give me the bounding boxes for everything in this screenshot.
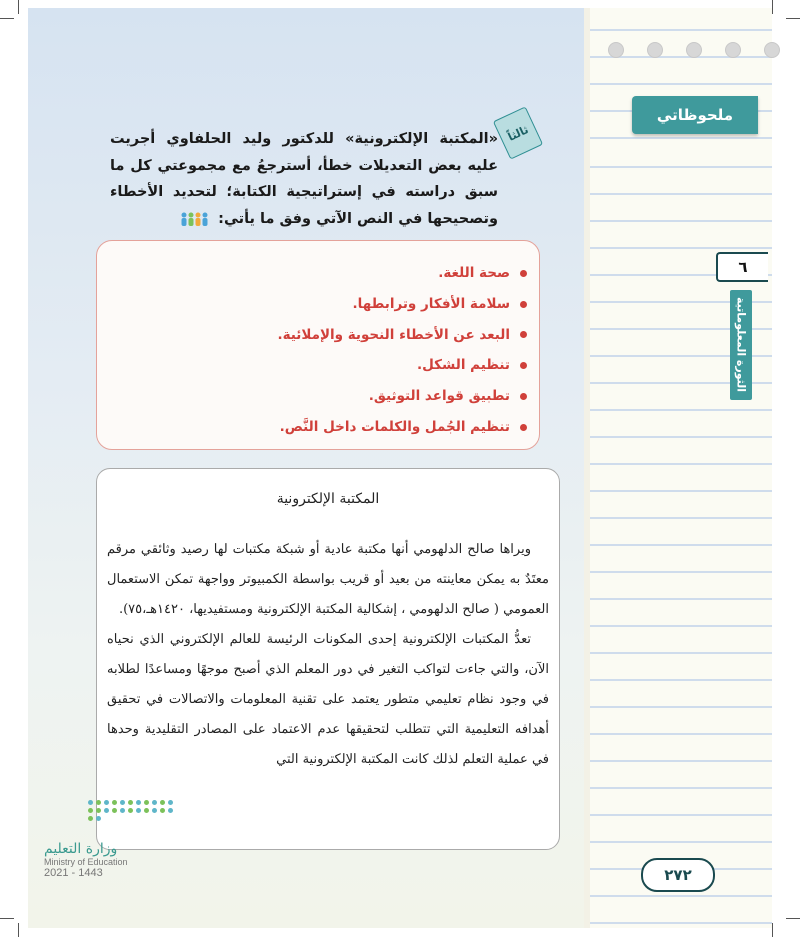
binder-hole <box>647 42 663 58</box>
ministry-logo <box>44 800 174 890</box>
instructions-text: «المكتبة الإلكترونية» للدكتور وليد الحلفاوي أجريت عليه بعض التعديلات خطأ، أسترجعُ مع مجموعتي كل ما سبق دراسته في إستراتيجية الكتابة؛ لتحديد الأخطاء وتصحيحها في النص الآتي وفق ما يأتي: <box>110 131 498 227</box>
list-item <box>277 381 527 412</box>
article-paragraph: ويراها صالح الدلهومي أنها مكتبة عادية أو شبكة مكتبات لها رصيد وثائقي مرقم معتَدٌ به يمكن معاينته من بعيد أو قريب بواسطة الكمبيوتر وواجهة تمكن الاستعمال العمومي ( صالح الدلهومي ، إشكالية المكتبة الإلكترونية ومستفيديها، ١٤٢٠هـ،٧٥). <box>107 542 549 617</box>
criteria-text: تنظيم الشكل. <box>417 357 510 374</box>
unit-number: ٦ <box>716 252 768 282</box>
notes-panel <box>590 8 772 928</box>
notes-heading: ملحوظاتي <box>632 96 758 134</box>
group-work-icon <box>179 211 209 227</box>
crop-mark <box>772 923 773 937</box>
crop-mark <box>0 918 14 919</box>
criteria-text: البعد عن الأخطاء النحوية والإملائية. <box>277 326 510 343</box>
page-number: ٢٧٢ <box>641 858 715 892</box>
unit-title: الثورة المعلوماتية <box>730 290 752 400</box>
list-item <box>277 320 527 351</box>
criteria-list <box>277 258 527 443</box>
binder-hole <box>686 42 702 58</box>
article-paragraph: تعدُّ المكتبات الإلكترونية إحدى المكونات الرئيسة للعالم الإلكتروني الذي نحياه الآن، والتي جاءت لتواكب التغير في دور المعلم الذي أصبح موجهًا ومساعدًا لطلابه في وجود نظام تعليمي متطور يعتمد على تقنية المعلومات والاتصالات في تحقيق أهدافه التعليمية التي تتطلب لتحقيقها عدم الاعتماد على المصادر التقليدية وحدها في عملية التعلم لذلك كانت المكتبة الإلكترونية التي <box>107 632 549 767</box>
ministry-year: 2021 - 1443 <box>44 867 103 879</box>
activity-icon-label: ثالثاً <box>505 122 531 144</box>
criteria-text: صحة اللغة. <box>438 265 510 281</box>
bullet-icon <box>520 393 527 400</box>
ministry-name-en: Ministry of Education <box>44 857 128 867</box>
binder-hole <box>608 42 624 58</box>
article-box <box>96 468 560 850</box>
list-item <box>277 258 527 289</box>
bullet-icon <box>520 301 527 308</box>
criteria-text: تطبيق قواعد التوثيق. <box>368 388 510 405</box>
bullet-icon <box>520 424 527 431</box>
crop-mark <box>786 918 800 919</box>
criteria-text: سلامة الأفكار وترابطها. <box>352 295 510 312</box>
crop-mark <box>772 0 773 14</box>
ministry-logo-icon <box>88 800 178 821</box>
crop-mark <box>18 923 19 937</box>
article-body <box>107 535 549 775</box>
list-item <box>277 289 527 320</box>
crop-mark <box>18 0 19 14</box>
bullet-icon <box>520 362 527 369</box>
activity-instructions <box>110 126 498 232</box>
bullet-icon <box>520 331 527 338</box>
criteria-box <box>96 240 540 450</box>
list-item <box>277 412 527 443</box>
binder-holes <box>608 42 780 58</box>
binder-hole <box>764 42 780 58</box>
criteria-text: تنظيم الجُمل والكلمات داخل النَّص. <box>279 418 510 435</box>
crop-mark <box>0 18 14 19</box>
binder-hole <box>725 42 741 58</box>
list-item <box>277 350 527 381</box>
ministry-name-ar: وزارة التعليم <box>44 841 118 857</box>
bullet-icon <box>520 270 527 277</box>
article-title: المكتبة الإلكترونية <box>276 491 380 507</box>
crop-mark <box>786 18 800 19</box>
